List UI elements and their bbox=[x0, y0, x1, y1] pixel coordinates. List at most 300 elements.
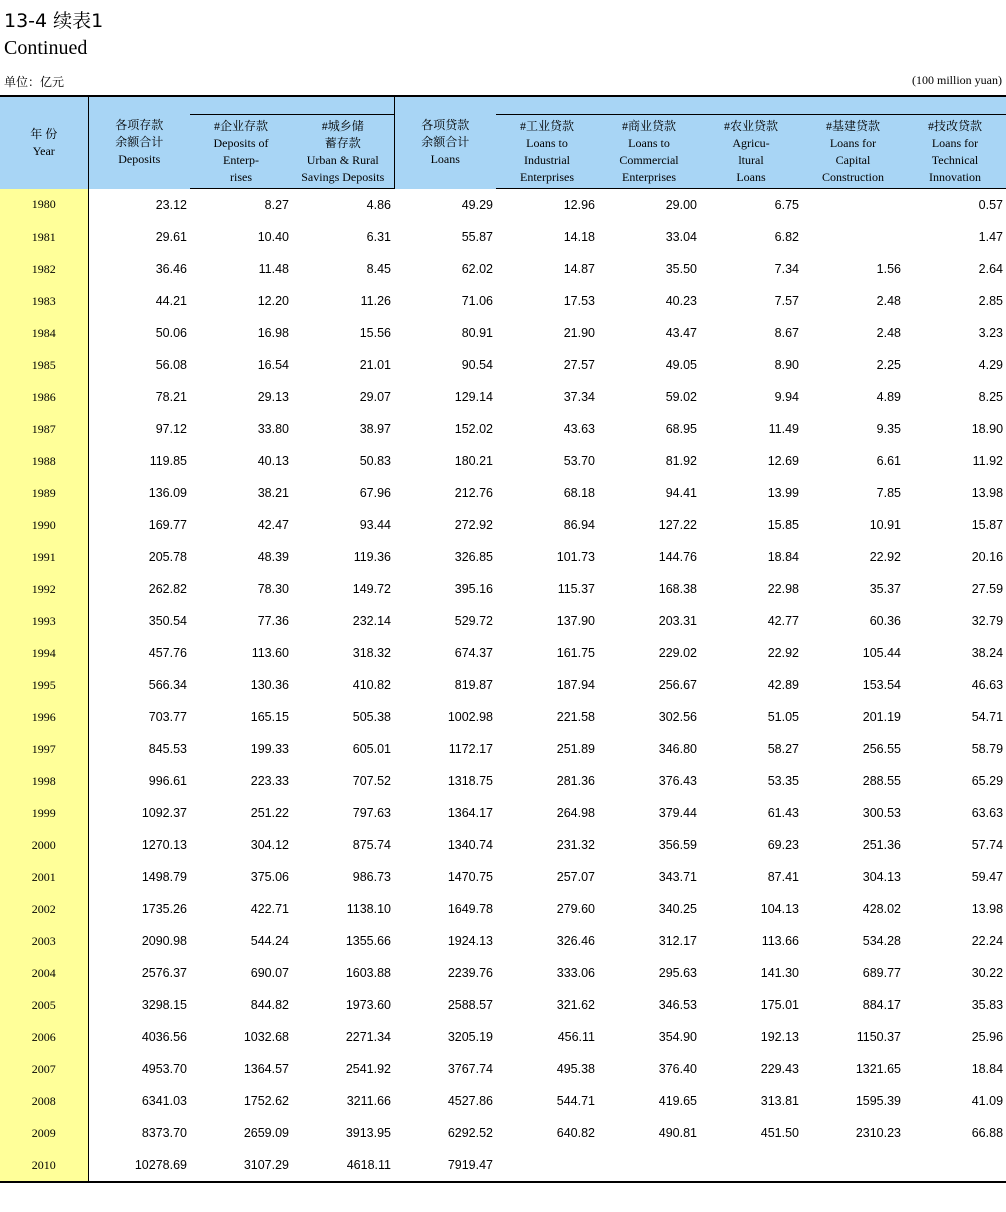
header-line: #技改贷款 bbox=[928, 118, 983, 133]
value-cell: 7.85 bbox=[876, 486, 901, 500]
value-cell: 844.82 bbox=[250, 998, 289, 1012]
value-cell: 11.92 bbox=[972, 454, 1004, 468]
table-row bbox=[0, 701, 1006, 733]
value-cell: 48.39 bbox=[257, 550, 289, 564]
value-cell: 8373.70 bbox=[141, 1126, 187, 1140]
header-deposits bbox=[88, 96, 190, 189]
value-cell: 350.54 bbox=[148, 614, 187, 628]
value-cell: 10.40 bbox=[257, 230, 289, 244]
value-cell: 1138.10 bbox=[346, 902, 391, 916]
value-cell: 7.57 bbox=[774, 294, 799, 308]
header-line: 余额合计 bbox=[421, 135, 470, 150]
value-cell: 6.82 bbox=[774, 230, 799, 244]
header-line: #基建贷款 bbox=[825, 118, 880, 133]
header-deposit-subgroup bbox=[190, 96, 394, 115]
value-cell: 4953.70 bbox=[141, 1062, 187, 1076]
value-cell: 229.02 bbox=[658, 646, 697, 660]
header-line: #城乡储 bbox=[321, 118, 364, 133]
value-cell: 175.01 bbox=[760, 998, 799, 1012]
value-cell: 251.22 bbox=[250, 806, 289, 820]
value-cell: 113.66 bbox=[761, 934, 799, 948]
value-cell: 251.89 bbox=[556, 742, 595, 756]
value-cell: 7919.47 bbox=[447, 1158, 493, 1172]
value-cell: 490.81 bbox=[658, 1126, 697, 1140]
header-loans bbox=[394, 96, 496, 189]
value-cell: 57.74 bbox=[971, 838, 1004, 852]
value-cell: 343.71 bbox=[658, 870, 697, 884]
value-cell: 13.98 bbox=[971, 486, 1004, 500]
value-cell: 346.80 bbox=[658, 742, 697, 756]
value-cell: 14.87 bbox=[563, 262, 595, 276]
value-cell: 1.47 bbox=[978, 230, 1004, 244]
year-cell: 2004 bbox=[0, 957, 88, 989]
value-cell: 1973.60 bbox=[345, 998, 391, 1012]
header-line: Industrial bbox=[524, 152, 570, 167]
value-cell: 23.12 bbox=[155, 197, 187, 212]
value-cell: 2.48 bbox=[876, 326, 901, 340]
value-cell: 12.20 bbox=[257, 294, 289, 308]
value-cell: 376.43 bbox=[658, 774, 697, 788]
value-cell: 21.01 bbox=[359, 358, 391, 372]
value-cell: 232.14 bbox=[352, 614, 391, 628]
value-cell: 3298.15 bbox=[141, 998, 187, 1012]
value-cell: 15.85 bbox=[767, 518, 799, 532]
value-cell: 0.57 bbox=[978, 198, 1004, 212]
value-cell: 251.36 bbox=[862, 838, 901, 852]
value-cell: 304.13 bbox=[862, 870, 901, 884]
value-cell: 4618.11 bbox=[346, 1158, 391, 1172]
table-row bbox=[0, 1021, 1006, 1053]
header-agricultural-loans bbox=[700, 115, 802, 189]
table-row bbox=[0, 1085, 1006, 1117]
year-cell: 2002 bbox=[0, 893, 88, 925]
value-cell: 165.15 bbox=[250, 710, 289, 724]
value-cell: 27.59 bbox=[971, 582, 1004, 596]
value-cell: 53.70 bbox=[563, 454, 595, 468]
value-cell: 55.87 bbox=[461, 230, 493, 244]
year-cell: 1985 bbox=[0, 349, 88, 381]
header-year-en: Year bbox=[32, 143, 55, 158]
table-row bbox=[0, 253, 1006, 285]
value-cell: 137.90 bbox=[556, 614, 595, 628]
header-line: 各项存款 bbox=[115, 118, 164, 133]
year-cell: 1991 bbox=[0, 541, 88, 573]
value-cell: 346.53 bbox=[658, 998, 697, 1012]
value-cell: 505.38 bbox=[352, 710, 391, 724]
value-cell: 223.33 bbox=[250, 774, 289, 788]
value-cell: 3211.66 bbox=[346, 1094, 391, 1108]
value-cell: 58.27 bbox=[767, 742, 799, 756]
header-construction-loans bbox=[802, 115, 904, 189]
value-cell: 1355.66 bbox=[345, 934, 391, 948]
value-cell: 33.04 bbox=[665, 230, 697, 244]
value-cell: 279.60 bbox=[556, 902, 595, 916]
year-cell: 1993 bbox=[0, 605, 88, 637]
value-cell: 1364.57 bbox=[243, 1062, 289, 1076]
header-line: #农业贷款 bbox=[723, 118, 778, 133]
value-cell: 13.99 bbox=[767, 486, 799, 500]
header-line: Capital bbox=[835, 152, 871, 167]
year-cell: 1988 bbox=[0, 445, 88, 477]
year-cell: 1997 bbox=[0, 733, 88, 765]
value-cell: 797.63 bbox=[352, 806, 391, 820]
value-cell: 21.90 bbox=[563, 326, 595, 340]
value-cell: 6292.52 bbox=[447, 1126, 493, 1140]
table-row bbox=[0, 797, 1006, 829]
year-cell: 1984 bbox=[0, 317, 88, 349]
header-line: #商业贷款 bbox=[621, 118, 676, 133]
value-cell: 295.63 bbox=[658, 966, 697, 980]
value-cell: 93.44 bbox=[359, 518, 391, 532]
value-cell: 29.07 bbox=[359, 390, 391, 404]
value-cell: 101.73 bbox=[556, 550, 595, 564]
value-cell: 51.05 bbox=[767, 710, 799, 724]
value-cell: 3767.74 bbox=[447, 1062, 493, 1076]
value-cell: 1340.74 bbox=[447, 838, 493, 852]
unit-label-en: (100 million yuan) bbox=[912, 73, 1002, 87]
value-cell: 87.41 bbox=[767, 870, 799, 884]
value-cell: 2659.09 bbox=[243, 1126, 289, 1140]
value-cell: 2541.92 bbox=[345, 1062, 391, 1076]
value-cell: 354.90 bbox=[658, 1030, 697, 1044]
year-cell: 1990 bbox=[0, 509, 88, 541]
header-line: Savings Deposits bbox=[301, 169, 385, 184]
value-cell: 1735.26 bbox=[141, 902, 187, 916]
value-cell: 8.27 bbox=[264, 198, 289, 212]
value-cell: 1318.75 bbox=[447, 774, 493, 788]
value-cell: 22.92 bbox=[869, 550, 901, 564]
table-row bbox=[0, 1117, 1006, 1149]
value-cell: 144.76 bbox=[658, 550, 697, 564]
value-cell: 495.38 bbox=[556, 1062, 595, 1076]
value-cell: 689.77 bbox=[862, 966, 901, 980]
value-cell: 22.24 bbox=[971, 934, 1004, 948]
value-cell: 6341.03 bbox=[141, 1094, 187, 1108]
header-line: Construction bbox=[822, 169, 884, 184]
value-cell: 375.06 bbox=[250, 870, 289, 884]
value-cell: 2.64 bbox=[978, 262, 1004, 276]
value-cell: 4036.56 bbox=[141, 1030, 187, 1044]
header-line: Innovation bbox=[929, 169, 981, 184]
value-cell: 2090.98 bbox=[141, 934, 187, 948]
value-cell: 1.56 bbox=[876, 262, 901, 276]
value-cell: 9.35 bbox=[876, 422, 901, 436]
value-cell: 141.30 bbox=[760, 966, 799, 980]
header-line: 余额合计 bbox=[115, 135, 164, 150]
value-cell: 221.58 bbox=[556, 710, 595, 724]
value-cell: 8.45 bbox=[366, 262, 391, 276]
header-year bbox=[0, 96, 88, 189]
header-loan-subgroup bbox=[496, 96, 1006, 115]
value-cell: 7.34 bbox=[774, 262, 799, 276]
value-cell: 201.19 bbox=[862, 710, 901, 724]
table-row bbox=[0, 285, 1006, 317]
table-row bbox=[0, 1149, 1006, 1182]
header-line: Agricu- bbox=[732, 135, 770, 150]
value-cell: 2310.23 bbox=[855, 1126, 901, 1140]
value-cell: 1150.37 bbox=[856, 1030, 901, 1044]
year-cell: 2009 bbox=[0, 1117, 88, 1149]
value-cell: 187.94 bbox=[556, 678, 595, 692]
header-line: #企业存款 bbox=[213, 118, 268, 133]
table-row bbox=[0, 733, 1006, 765]
table-row bbox=[0, 861, 1006, 893]
value-cell: 71.06 bbox=[461, 294, 493, 308]
table-row bbox=[0, 1053, 1006, 1085]
value-cell: 69.23 bbox=[767, 838, 799, 852]
value-cell: 333.06 bbox=[556, 966, 595, 980]
value-cell: 42.47 bbox=[257, 518, 289, 532]
table-row bbox=[0, 669, 1006, 701]
value-cell: 379.44 bbox=[658, 806, 697, 820]
value-cell: 2.48 bbox=[876, 294, 901, 308]
value-cell: 212.76 bbox=[454, 486, 493, 500]
table-title: 13-4 续表1 bbox=[4, 10, 104, 32]
header-line: Technical bbox=[931, 152, 979, 167]
value-cell: 50.06 bbox=[155, 326, 187, 340]
value-cell: 529.72 bbox=[454, 614, 493, 628]
value-cell: 3913.95 bbox=[345, 1126, 391, 1140]
table-row bbox=[0, 989, 1006, 1021]
value-cell: 451.50 bbox=[760, 1126, 799, 1140]
table-subtitle: Continued bbox=[4, 37, 88, 59]
value-cell: 4527.86 bbox=[447, 1094, 493, 1108]
year-cell: 1994 bbox=[0, 637, 88, 669]
value-cell: 67.96 bbox=[359, 486, 391, 500]
year-cell: 2000 bbox=[0, 829, 88, 861]
value-cell: 256.55 bbox=[862, 742, 901, 756]
value-cell: 10.91 bbox=[869, 518, 901, 532]
value-cell: 3107.29 bbox=[243, 1158, 289, 1172]
value-cell: 356.59 bbox=[658, 838, 697, 852]
value-cell: 229.43 bbox=[760, 1062, 799, 1076]
value-cell bbox=[802, 1149, 904, 1182]
value-cell: 50.83 bbox=[359, 454, 391, 468]
value-cell: 78.30 bbox=[257, 582, 289, 596]
value-cell: 35.83 bbox=[971, 998, 1004, 1012]
unit-label-cn: 单位：亿元 bbox=[4, 75, 65, 89]
value-cell: 395.16 bbox=[454, 582, 493, 596]
value-cell: 11.49 bbox=[768, 422, 799, 436]
value-cell: 1002.98 bbox=[447, 710, 493, 724]
value-cell: 59.02 bbox=[665, 390, 697, 404]
value-cell: 36.46 bbox=[155, 262, 187, 276]
value-cell: 288.55 bbox=[862, 774, 901, 788]
value-cell: 40.13 bbox=[257, 454, 289, 468]
year-cell: 1983 bbox=[0, 285, 88, 317]
value-cell: 1364.17 bbox=[447, 806, 493, 820]
value-cell: 35.37 bbox=[869, 582, 901, 596]
value-cell: 13.98 bbox=[971, 902, 1004, 916]
value-cell: 119.36 bbox=[353, 550, 391, 564]
header-line: Loans bbox=[430, 152, 460, 167]
value-cell: 4.89 bbox=[876, 390, 901, 404]
year-cell: 1999 bbox=[0, 797, 88, 829]
year-cell: 1987 bbox=[0, 413, 88, 445]
value-cell: 302.56 bbox=[658, 710, 697, 724]
value-cell: 127.22 bbox=[658, 518, 697, 532]
value-cell: 136.09 bbox=[148, 486, 187, 500]
value-cell: 199.33 bbox=[250, 742, 289, 756]
value-cell: 18.90 bbox=[971, 422, 1004, 436]
table-row bbox=[0, 413, 1006, 445]
header-line: Urban & Rural bbox=[306, 152, 379, 167]
header-line: Commercial bbox=[619, 152, 679, 167]
value-cell: 544.24 bbox=[250, 934, 289, 948]
value-cell: 18.84 bbox=[767, 550, 799, 564]
value-cell: 42.89 bbox=[767, 678, 799, 692]
value-cell: 205.78 bbox=[148, 550, 187, 564]
header-line: Loans to bbox=[526, 135, 568, 150]
value-cell: 376.40 bbox=[658, 1062, 697, 1076]
value-cell: 66.88 bbox=[971, 1126, 1004, 1140]
value-cell: 321.62 bbox=[556, 998, 595, 1012]
value-cell: 68.18 bbox=[563, 486, 595, 500]
value-cell: 326.85 bbox=[454, 550, 493, 564]
value-cell: 1032.68 bbox=[243, 1030, 289, 1044]
value-cell: 1603.88 bbox=[345, 966, 391, 980]
header-year-cn: 年 份 bbox=[30, 126, 58, 141]
value-cell: 703.77 bbox=[148, 710, 187, 724]
value-cell: 15.56 bbox=[359, 326, 391, 340]
value-cell: 68.95 bbox=[665, 422, 697, 436]
value-cell: 94.41 bbox=[665, 486, 697, 500]
value-cell: 1752.62 bbox=[243, 1094, 289, 1108]
value-cell: 16.54 bbox=[257, 358, 289, 372]
value-cell: 97.12 bbox=[155, 422, 187, 436]
value-cell: 119.85 bbox=[149, 454, 187, 468]
value-cell: 264.98 bbox=[556, 806, 595, 820]
value-cell: 115.37 bbox=[557, 582, 595, 596]
header-line: Loans for bbox=[829, 135, 877, 150]
value-cell: 29.61 bbox=[155, 230, 187, 244]
value-cell: 35.50 bbox=[665, 262, 697, 276]
value-cell: 54.71 bbox=[971, 710, 1004, 724]
value-cell: 16.98 bbox=[257, 326, 289, 340]
value-cell: 129.14 bbox=[454, 390, 493, 404]
year-cell: 2005 bbox=[0, 989, 88, 1021]
value-cell: 11.26 bbox=[360, 294, 391, 308]
value-cell: 304.12 bbox=[250, 838, 289, 852]
year-cell: 2001 bbox=[0, 861, 88, 893]
value-cell: 2.85 bbox=[978, 294, 1004, 308]
value-cell bbox=[904, 1149, 1006, 1182]
value-cell: 819.87 bbox=[454, 678, 493, 692]
table-row bbox=[0, 381, 1006, 413]
table-row bbox=[0, 317, 1006, 349]
value-cell: 65.29 bbox=[971, 774, 1004, 788]
value-cell: 313.81 bbox=[760, 1094, 799, 1108]
year-cell: 1996 bbox=[0, 701, 88, 733]
value-cell: 180.21 bbox=[454, 454, 493, 468]
value-cell: 456.11 bbox=[557, 1030, 595, 1044]
value-cell: 231.32 bbox=[556, 838, 595, 852]
value-cell: 30.22 bbox=[971, 966, 1004, 980]
value-cell: 25.96 bbox=[971, 1030, 1004, 1044]
year-cell: 1982 bbox=[0, 253, 88, 285]
value-cell: 43.63 bbox=[563, 422, 595, 436]
value-cell: 1092.37 bbox=[141, 806, 187, 820]
value-cell: 996.61 bbox=[148, 774, 187, 788]
value-cell: 59.47 bbox=[971, 870, 1004, 884]
value-cell: 56.08 bbox=[155, 358, 187, 372]
year-cell: 2007 bbox=[0, 1053, 88, 1085]
value-cell: 81.92 bbox=[665, 454, 697, 468]
value-cell: 2576.37 bbox=[141, 966, 187, 980]
year-cell: 1980 bbox=[0, 189, 88, 222]
value-cell: 168.38 bbox=[658, 582, 697, 596]
table-body bbox=[0, 189, 1006, 1183]
value-cell: 1924.13 bbox=[447, 934, 493, 948]
value-cell: 61.43 bbox=[767, 806, 799, 820]
table-row bbox=[0, 829, 1006, 861]
value-cell: 49.29 bbox=[461, 197, 493, 212]
value-cell: 40.23 bbox=[665, 294, 697, 308]
year-cell: 2010 bbox=[0, 1149, 88, 1182]
table-row bbox=[0, 541, 1006, 573]
header-innovation-loans bbox=[904, 115, 1006, 189]
value-cell bbox=[700, 1149, 802, 1182]
value-cell: 312.17 bbox=[658, 934, 697, 948]
value-cell bbox=[802, 189, 904, 222]
header-line: Loans bbox=[736, 169, 766, 184]
value-cell: 14.18 bbox=[563, 230, 595, 244]
value-cell: 38.24 bbox=[971, 646, 1004, 660]
header-line: #工业贷款 bbox=[519, 118, 574, 133]
value-cell: 22.98 bbox=[767, 582, 799, 596]
table-row bbox=[0, 445, 1006, 477]
value-cell: 318.32 bbox=[352, 646, 391, 660]
value-cell: 410.82 bbox=[352, 678, 391, 692]
value-cell: 153.54 bbox=[862, 678, 901, 692]
value-cell: 22.92 bbox=[767, 646, 799, 660]
value-cell: 11.48 bbox=[258, 262, 289, 276]
value-cell: 281.36 bbox=[556, 774, 595, 788]
value-cell: 12.69 bbox=[767, 454, 799, 468]
value-cell bbox=[598, 1149, 700, 1182]
value-cell: 8.67 bbox=[774, 326, 799, 340]
year-cell: 2003 bbox=[0, 925, 88, 957]
value-cell: 12.96 bbox=[563, 198, 595, 212]
header-industrial-loans bbox=[496, 115, 598, 189]
value-cell: 419.65 bbox=[658, 1094, 697, 1108]
value-cell: 29.13 bbox=[257, 390, 289, 404]
value-cell: 78.21 bbox=[155, 390, 187, 404]
header-enterprise-deposits bbox=[190, 115, 292, 189]
value-cell: 1470.75 bbox=[447, 870, 493, 884]
value-cell: 2588.57 bbox=[447, 998, 493, 1012]
value-cell: 1498.79 bbox=[141, 870, 187, 884]
header-commercial-loans bbox=[598, 115, 700, 189]
value-cell: 10278.69 bbox=[134, 1158, 187, 1172]
header-line: rises bbox=[230, 169, 252, 184]
value-cell: 86.94 bbox=[563, 518, 595, 532]
value-cell: 884.17 bbox=[862, 998, 901, 1012]
year-cell: 1992 bbox=[0, 573, 88, 605]
value-cell: 534.28 bbox=[862, 934, 901, 948]
table-header bbox=[0, 96, 1006, 189]
value-cell: 62.02 bbox=[461, 262, 493, 276]
table-row bbox=[0, 189, 1006, 222]
value-cell: 192.13 bbox=[760, 1030, 799, 1044]
value-cell: 262.82 bbox=[148, 582, 187, 596]
header-line: ltural bbox=[738, 152, 764, 167]
value-cell: 149.72 bbox=[352, 582, 391, 596]
value-cell: 152.02 bbox=[454, 422, 493, 436]
value-cell: 605.01 bbox=[352, 742, 391, 756]
value-cell: 32.79 bbox=[971, 614, 1004, 628]
value-cell: 38.97 bbox=[359, 422, 391, 436]
